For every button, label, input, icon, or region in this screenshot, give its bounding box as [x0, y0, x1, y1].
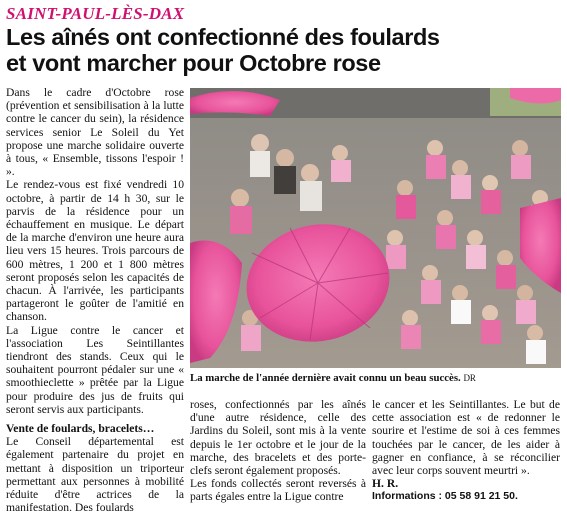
paragraph-intro: Dans le cadre d'Octobre rose (prévention et sensibilisation à la lutte contre le cancer du sein), la résidence services senior Le Soleil du Yet propose une marche solidaire ouverte à tous, « Ensemble, tissons l'espoir ! ».: [6, 86, 184, 179]
photo-credit: DR: [463, 373, 476, 383]
paragraph-schedule: Le rendez-vous est fixé vendredi 10 octobre, à partir de 14 h 30, sur le parvis de la résidence pour un échauffement en musique. Le départ de la marche d'environ une heure aura lieu vers 15 heures. Trois parcours de 600 mètres, 1 200 et 1 800 mètres seront proposés selon les capacités de chacun. À l'arrivée, les participants partageront le goûter de l'amitié en chanson.: [6, 178, 184, 324]
article-column-3: [372, 398, 560, 504]
article-column-1: [6, 86, 184, 416]
paragraph-sales: roses, confectionnés par les aînés d'une autre résidence, celle des Jardins du Soleil, sont mis à la vente depuis le 1er octobre et le jour de la marche, des bracelets et des porte-clefs seront également proposés.: [190, 398, 366, 478]
article-photo: [190, 88, 561, 368]
article-column-2: [190, 398, 366, 504]
headline-line-2: et vont marcher pour Octobre rose: [6, 50, 381, 76]
headline-line-1: Les aînés ont confectionné des foulards: [6, 24, 440, 50]
caption-text: La marche de l'année dernière avait connu un beau succès.: [190, 372, 461, 384]
author-signature: H. R.: [372, 477, 399, 491]
section-kicker: SAINT-PAUL-LÈS-DAX: [6, 4, 185, 23]
photo-caption: [190, 372, 561, 384]
article-column-1-bottom: [6, 422, 184, 514]
crowd-photo-illustration: [190, 88, 561, 368]
article-headline: [6, 24, 561, 76]
paragraph-partner: Le Conseil départemental est également partenaire du projet en mettant à disposition un triporteur permettant aux personnes à mobilité réduite d'être actrices de la manifestation. Des foulards: [6, 435, 184, 515]
section-subhead: Vente de foulards, bracelets…: [6, 422, 155, 435]
paragraph-stands: La Ligue contre le cancer et l'association Les Seintillantes tiendront des stands. Ceux qui le souhaitent pourront pédaler sur une « smoothieclette » prêtée par la Ligue pour produire des jus de fruits qui seront servis aux participants.: [6, 323, 184, 416]
contact-info: Informations : 05 58 91 21 50.: [372, 490, 518, 503]
paragraph-association: le cancer et les Seintillantes. Le but de cette association est « de redonner le sourire et l'estime de soi à ces femmes touchées par le cancer, de les aider à gagner en confiance, à se réconcilier avec leur corps souvent meurtri ».: [372, 398, 560, 478]
paragraph-funds: Les fonds collectés seront reversés à parts égales entre la Ligue contre: [190, 477, 366, 504]
